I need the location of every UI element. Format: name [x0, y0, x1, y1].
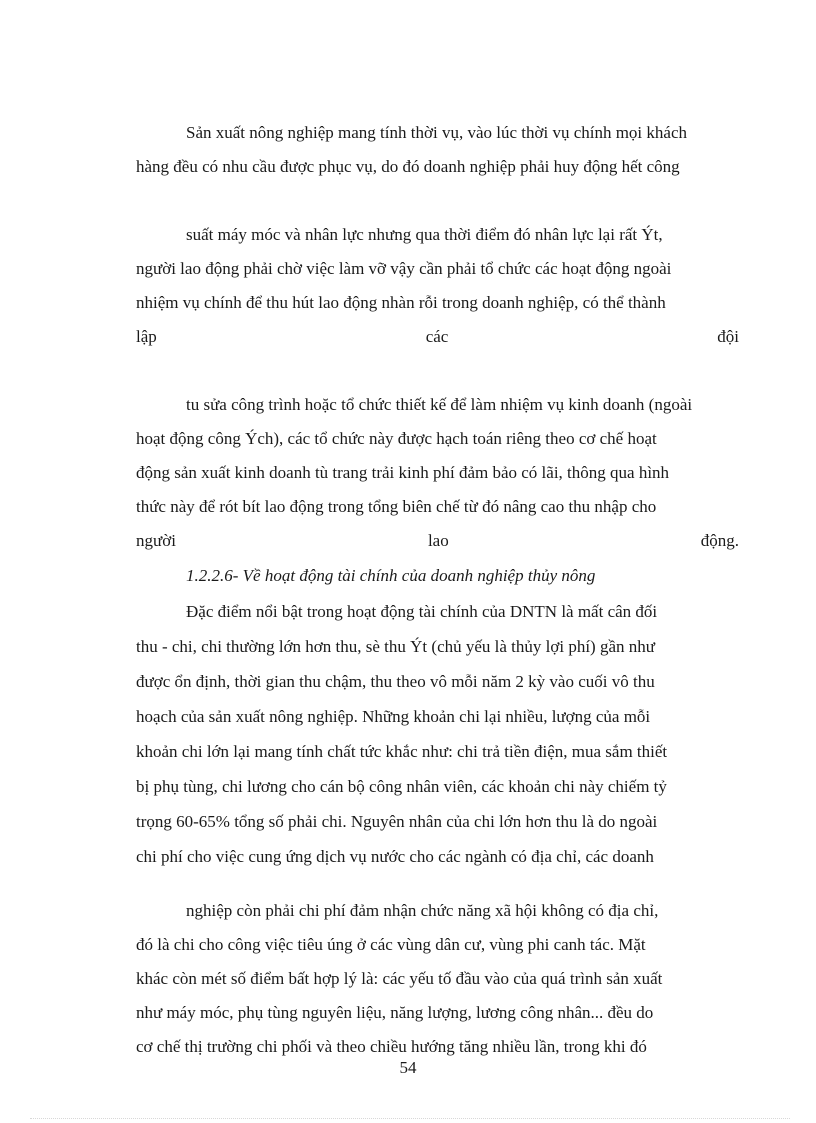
- text-line: thu - chi, chi thường lớn hơn thu, sè thu Ýt (chủ yếu là thủy lợi phí) gần như: [136, 637, 655, 656]
- word: người: [136, 531, 176, 550]
- text-line: như máy móc, phụ tùng nguyên liệu, năng lượng, lương công nhân... đều do: [136, 1003, 654, 1022]
- text-line: hoạch của sản xuất nông nghiệp. Những khoản chi lại nhiều, lượng của mỗi: [136, 707, 651, 726]
- text-line: cơ chế thị trường chi phối và theo chiều hướng tăng nhiều lần, trong khi đó: [136, 1037, 647, 1056]
- text-line: nhiệm vụ chính để thu hút lao động nhàn rỗi trong doanh nghiệp, có thể thành: [136, 293, 666, 312]
- text-line: động sản xuất kinh doanh tù trang trải kinh phí đảm bảo có lãi, thông qua hình: [136, 463, 670, 482]
- text-line: khác còn mét số điểm bất hợp lý là: các yếu tố đầu vào của quá trình sản xuất: [136, 969, 663, 988]
- page-bottom-divider: [30, 1118, 790, 1119]
- word: lao: [427, 531, 449, 550]
- text-line: trọng 60-65% tổng số phải chi. Nguyên nhân của chi lớn hơn thu là do ngoài: [136, 812, 658, 831]
- text-line: suất máy móc và nhân lực nhưng qua thời điểm đó nhân lực lại rất Ýt,: [186, 225, 663, 244]
- text-line: Sản xuất nông nghiệp mang tính thời vụ, vào lúc thời vụ chính mọi khách: [186, 123, 687, 142]
- justified-line: [136, 326, 739, 348]
- text-line: tu sửa công trình hoặc tổ chức thiết kế để làm nhiệm vụ kinh doanh (ngoài: [186, 395, 693, 414]
- justified-line: [136, 530, 739, 552]
- word: đội: [717, 327, 739, 346]
- word: động.: [700, 531, 739, 550]
- text-line: nghiệp còn phải chi phí đảm nhận chức năng xã hội không có địa chỉ,: [186, 901, 659, 920]
- text-line: Đặc điểm nổi bật trong hoạt động tài chính của DNTN là mất cân đối: [186, 602, 658, 621]
- page-number: 54: [399, 1058, 417, 1077]
- text-line: khoản chi lớn lại mang tính chất tức khắc như: chi trả tiền điện, mua sắm thiết: [136, 742, 668, 761]
- section-heading: 1.2.2.6- Về hoạt động tài chính của doanh nghiệp thủy nông: [186, 566, 596, 585]
- text-line: hoạt động công Ých), các tổ chức này được hạch toán riêng theo cơ chế hoạt: [136, 429, 657, 448]
- text-line: bị phụ tùng, chi lương cho cán bộ công nhân viên, các khoản chi này chiếm tỷ: [136, 777, 667, 796]
- text-line: hàng đều có nhu cầu được phục vụ, do đó doanh nghiệp phải huy động hết công: [136, 157, 680, 176]
- text-line: chi phí cho việc cung ứng dịch vụ nước cho các ngành có địa chỉ, các doanh: [136, 847, 654, 866]
- text-line: được ổn định, thời gian thu chậm, thu theo vô mỗi năm 2 kỳ vào cuối vô thu: [136, 672, 655, 691]
- text-line: thức này để rót bít lao động trong tổng biên chế từ đó nâng cao thu nhập cho: [136, 497, 657, 516]
- word: lập: [136, 327, 157, 346]
- word: các: [425, 327, 449, 346]
- text-line: đó là chi cho công việc tiêu úng ở các vùng dân cư, vùng phi canh tác. Mặt: [136, 935, 646, 954]
- text-line: người lao động phải chờ việc làm vỡ vậy cần phải tổ chức các hoạt động ngoài: [136, 259, 672, 278]
